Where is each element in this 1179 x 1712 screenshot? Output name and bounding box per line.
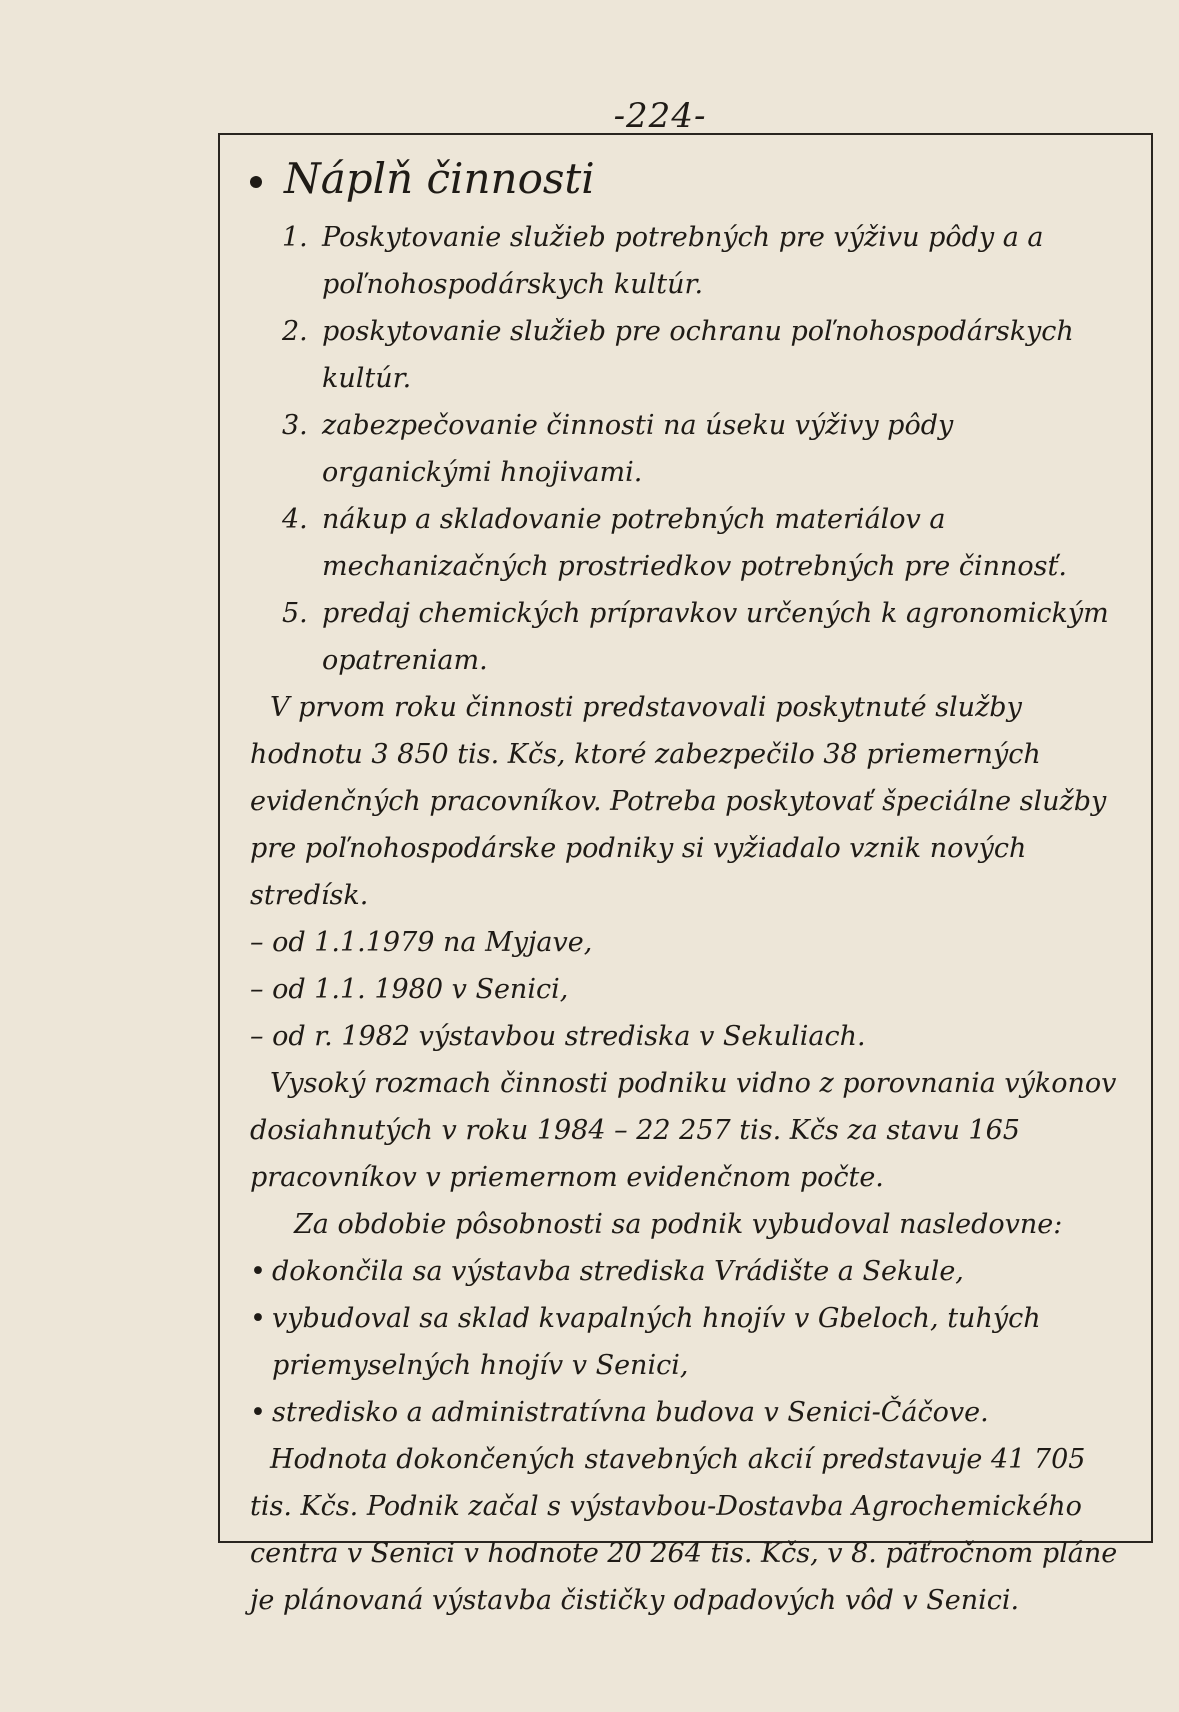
item-text: zabezpečovanie činnosti na úseku výživy pôdy organickými hnojivami. (322, 410, 954, 488)
item-text: predaj chemických prípravkov určených k agronomickým opatreniam. (322, 598, 1109, 676)
page-content (250, 148, 1130, 1624)
item-number: 3. (282, 410, 308, 441)
heading-text: Náplň činnosti (284, 154, 595, 203)
list-item (282, 496, 1130, 590)
centers-list (250, 919, 1130, 1060)
item-number: 4. (282, 504, 308, 535)
paragraph-built-intro: Za obdobie pôsobnosti sa podnik vybudoval nasledovne: (294, 1209, 1063, 1240)
list-item: • vybudoval sa sklad kvapalných hnojív v Gbeloch, tuhých priemyselných hnojív v Senici, (250, 1295, 1130, 1389)
list-item: – od 1.1. 1980 v Senici, (250, 966, 1130, 1013)
list-item (282, 590, 1130, 684)
item-text: nákup a skladovanie potrebných materiálov a mechanizačných prostriedkov potrebných pre činnosť. (322, 504, 1067, 582)
paragraph-investment: Hodnota dokončených stavebných akcií predstavuje 41 705 tis. Kčs. Podnik začal s výstavbou-Dostavba Agrochemického centra v Senici v hodnote 20 264 tis. Kčs, v 8. päťročnom pláne je plánovaná výstavba čističky odpadových vôd v Senici. (250, 1444, 1118, 1616)
list-item: • stredisko a administratívna budova v Senici-Čáčove. (250, 1389, 1130, 1436)
bullet-icon (250, 176, 262, 188)
item-number: 2. (282, 316, 308, 347)
built-list (250, 1248, 1130, 1436)
item-text: poskytovanie služieb pre ochranu poľnohospodárskych kultúr. (322, 316, 1074, 394)
list-item (282, 402, 1130, 496)
activities-list (250, 214, 1130, 684)
paragraph-growth: Vysoký rozmach činnosti podniku vidno z porovnania výkonov dosiahnutých v roku 1984 – 22 257 tis. Kčs za stavu 165 pracovníkov v priemernom evidenčnom počte. (250, 1068, 1117, 1193)
list-item (282, 308, 1130, 402)
item-number: 1. (282, 222, 308, 253)
list-item (282, 214, 1130, 308)
item-number: 5. (282, 598, 308, 629)
paragraph-services: V prvom roku činnosti predstavovali poskytnuté služby hodnotu 3 850 tis. Kčs, ktoré zabezpečilo 38 priemerných evidenčných pracovníkov. Potreba poskytovať špeciálne služby pre poľnohospodárske podniky si vyžiadalo vznik nových stredísk. (250, 692, 1107, 911)
page-number: -224- (613, 96, 707, 136)
list-item: • dokončila sa výstavba strediska Vrádište a Sekule, (250, 1248, 1130, 1295)
item-text: Poskytovanie služieb potrebných pre výživu pôdy a a poľnohospodárskych kultúr. (322, 222, 1044, 300)
list-item: – od 1.1.1979 na Myjave, (250, 919, 1130, 966)
section-heading (250, 148, 1130, 210)
list-item: – od r. 1982 výstavbou strediska v Sekuliach. (250, 1013, 1130, 1060)
